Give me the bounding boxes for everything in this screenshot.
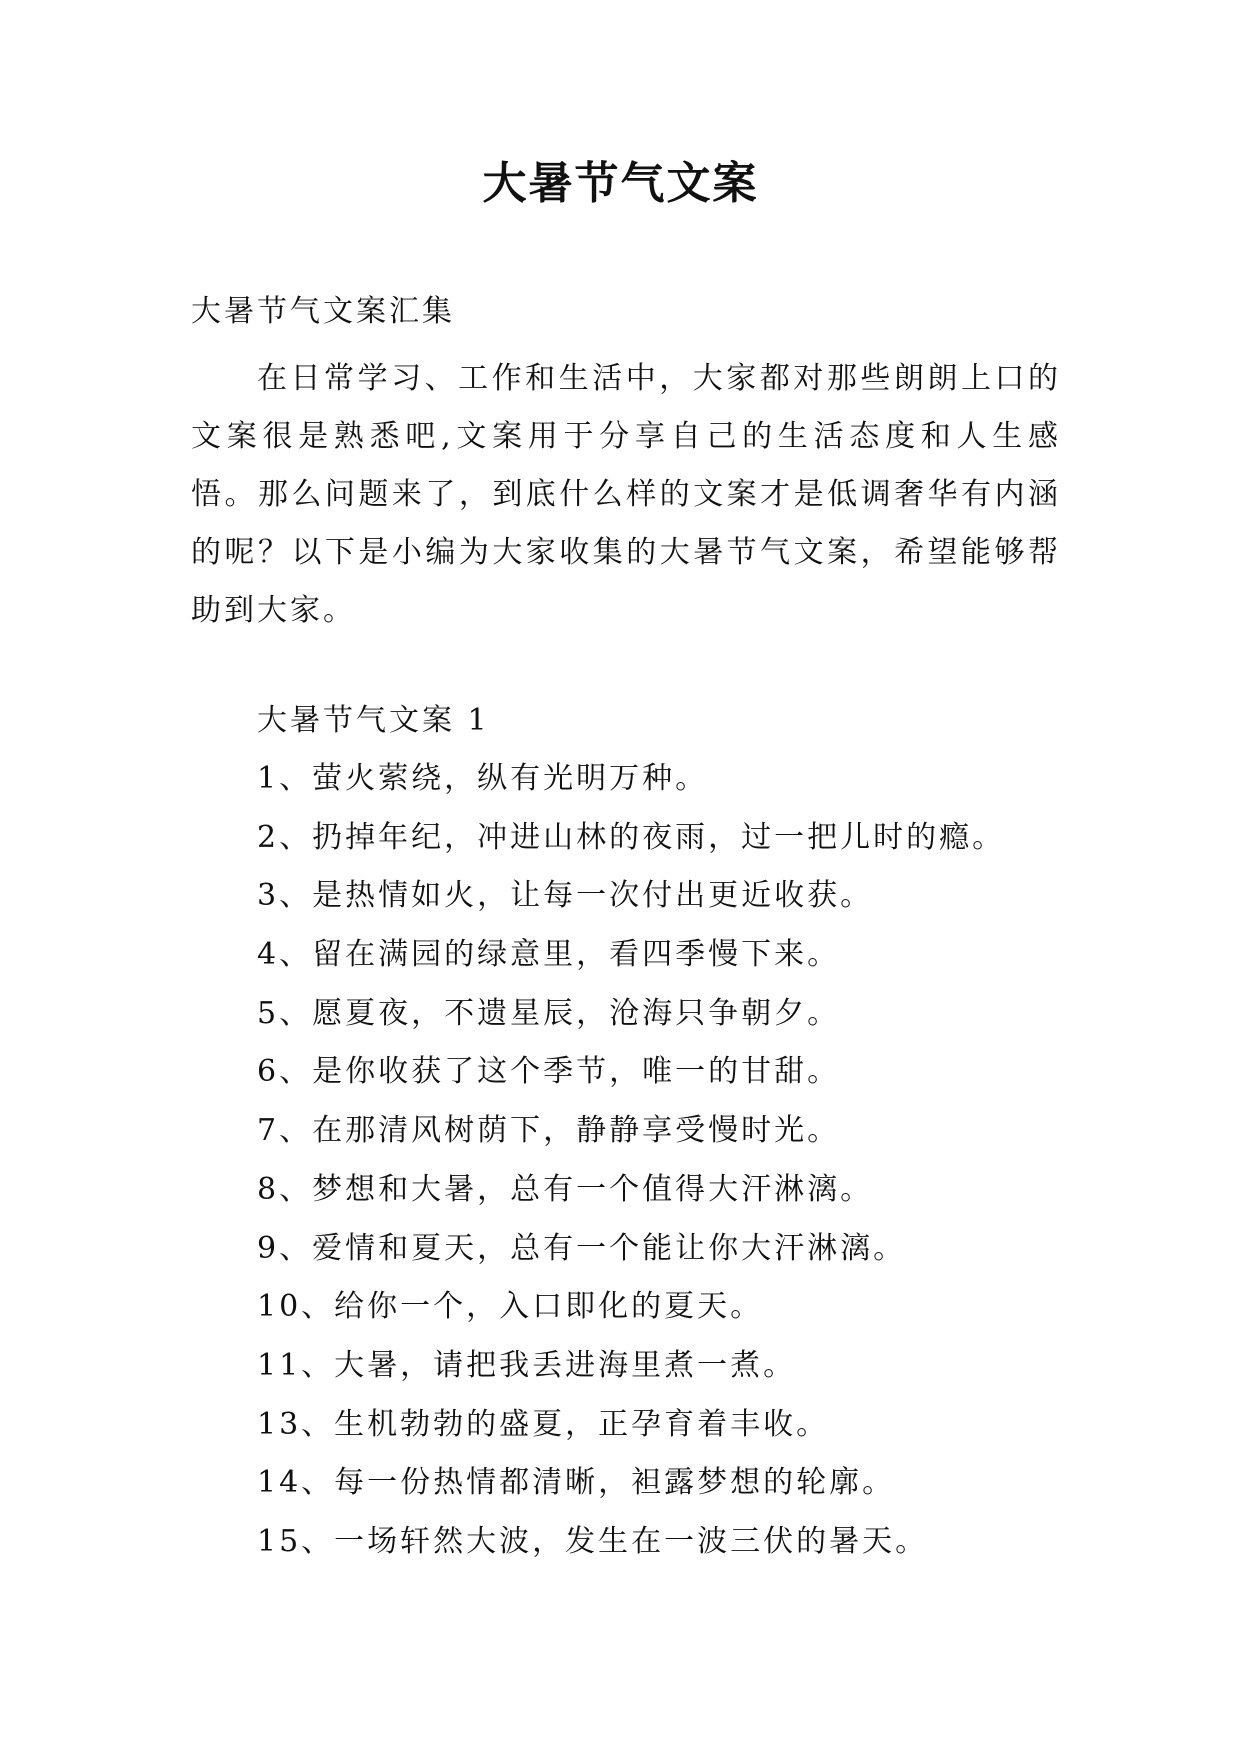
list-item: 14、每一份热情都清晰，袒露梦想的轮廓。 — [257, 1465, 896, 1501]
list-item: 11、大暑，请把我丢进海里煮一煮。 — [257, 1347, 797, 1383]
list-item: 8、梦想和大暑，总有一个值得大汗淋漓。 — [257, 1171, 874, 1207]
section-1 — [257, 701, 1057, 1581]
quote-list — [257, 759, 1057, 1581]
intro-paragraph: 在日常学习、工作和生活中，大家都对那些朗朗上口的文案很是熟悉吧,文案用于分享自己的生活态度和人生感悟。那么问题来了，到底什么样的文案才是低调奢华有内涵的呢？以下是小编为大家收集的大暑节气文案，希望能够帮助到大家。 — [191, 361, 1061, 628]
list-item: 13、生机勃勃的盛夏，正孕育着丰收。 — [257, 1406, 830, 1442]
list-item: 15、一场轩然大波，发生在一波三伏的暑天。 — [257, 1523, 929, 1559]
list-item: 4、留在满园的绿意里，看四季慢下来。 — [257, 937, 841, 973]
document-title: 大暑节气文案 — [482, 158, 759, 209]
section-heading: 大暑节气文案 1 — [257, 703, 490, 738]
list-item: 5、愿夏夜，不遗星辰，沧海只争朝夕。 — [257, 995, 841, 1031]
document-subtitle: 大暑节气文案汇集 — [191, 294, 455, 329]
list-item: 7、在那清风树荫下，静静享受慢时光。 — [257, 1113, 841, 1149]
list-item: 10、给你一个，入口即化的夏天。 — [257, 1289, 764, 1325]
list-item: 2、扔掉年纪，冲进山林的夜雨，过一把儿时的瘾。 — [257, 819, 1006, 855]
list-item: 9、爱情和夏天，总有一个能让你大汗淋漓。 — [257, 1230, 907, 1266]
list-item: 6、是你收获了这个季节，唯一的甘甜。 — [257, 1054, 841, 1090]
list-item: 3、是热情如火，让每一次付出更近收获。 — [257, 878, 874, 914]
list-item: 1、萤火萦绕，纵有光明万种。 — [257, 761, 709, 796]
